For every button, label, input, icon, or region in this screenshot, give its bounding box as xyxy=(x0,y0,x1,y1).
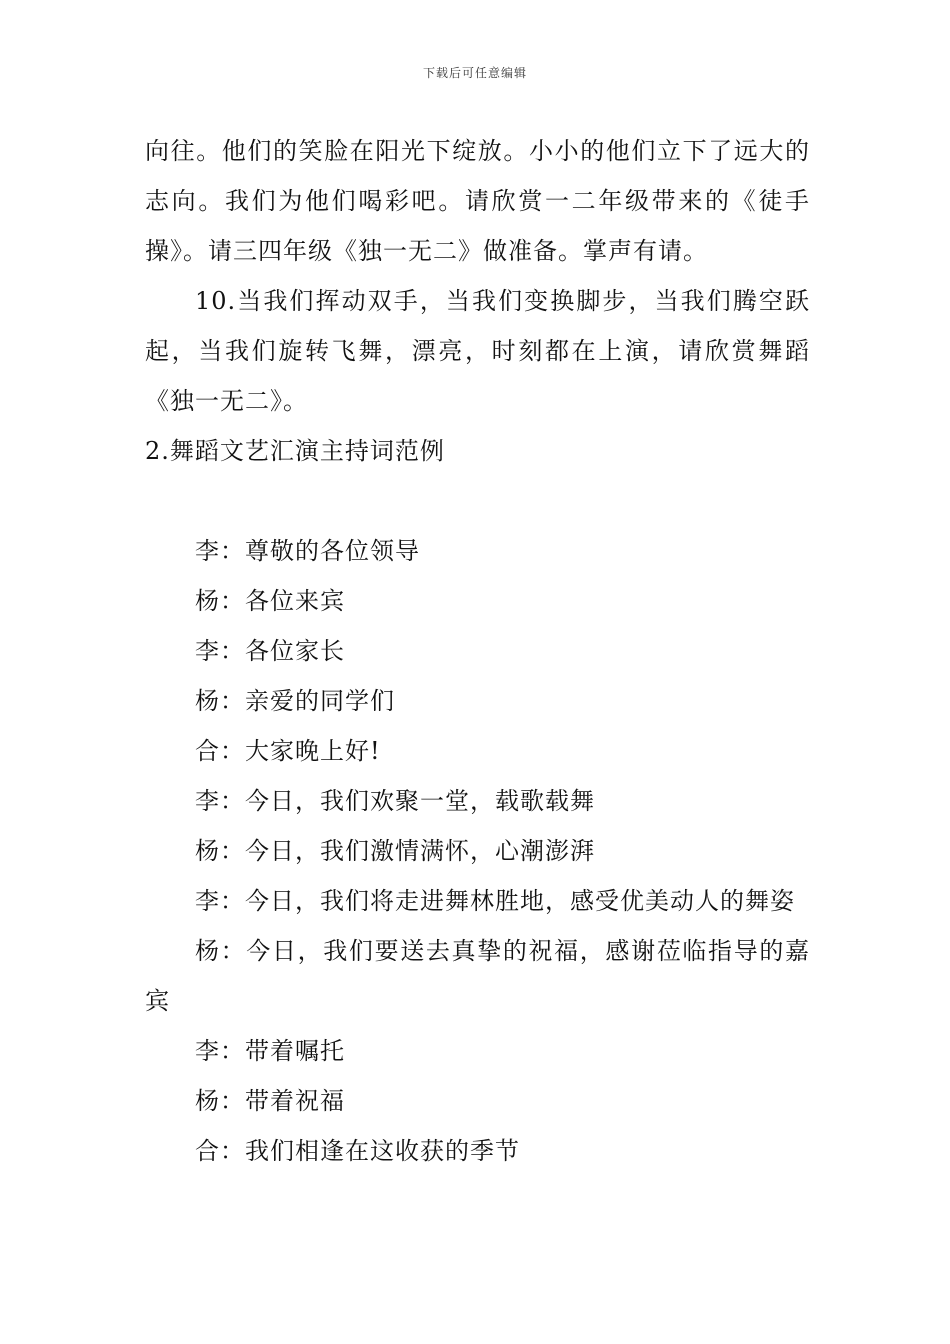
dialogue-line: 杨：今日，我们要送去真挚的祝福，感谢莅临指导的嘉宾 xyxy=(145,937,810,1015)
dialogue-line: 杨：带着祝福 xyxy=(195,1087,345,1115)
document-body xyxy=(145,126,810,1176)
dialogue-line: 李：今日，我们将走进舞林胜地，感受优美动人的舞姿 xyxy=(195,887,795,915)
dialogue-line: 李：带着嘱托 xyxy=(195,1037,345,1065)
dialogue-line: 李：尊敬的各位领导 xyxy=(195,537,420,565)
dialogue-line: 杨：各位来宾 xyxy=(195,587,345,615)
section-title: 2.舞蹈文艺汇演主持词范例 xyxy=(145,437,445,465)
dialogue-line: 李：各位家长 xyxy=(195,637,345,665)
dialogue-line: 合：我们相逢在这收获的季节 xyxy=(195,1137,520,1165)
dialogue-line: 合：大家晚上好! xyxy=(195,737,381,765)
paragraph-item-10: 10.当我们挥动双手，当我们变换脚步，当我们腾空跃起，当我们旋转飞舞，漂亮，时刻都在上演，请欣赏舞蹈《独一无二》。 xyxy=(145,287,810,415)
dialogue-line: 杨：今日，我们激情满怀，心潮澎湃 xyxy=(195,837,595,865)
paragraph-intro: 向往。他们的笑脸在阳光下绽放。小小的他们立下了远大的志向。我们为他们喝彩吧。请欣赏一二年级带来的《徒手操》。请三四年级《独一无二》做准备。掌声有请。 xyxy=(145,137,810,265)
dialogue-line: 李：今日，我们欢聚一堂，载歌载舞 xyxy=(195,787,595,815)
dialogue-line: 杨：亲爱的同学们 xyxy=(195,687,395,715)
page-header-note: 下载后可任意编辑 xyxy=(422,66,527,80)
